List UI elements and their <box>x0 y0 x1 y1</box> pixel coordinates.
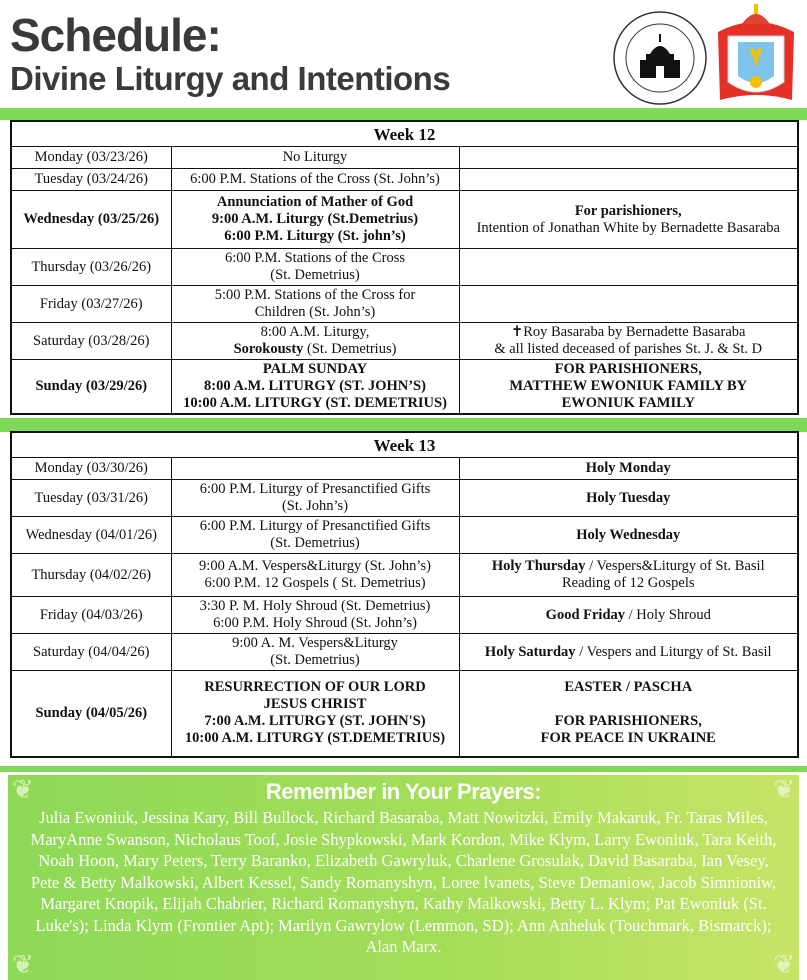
intention-text: & all listed deceased of parishes St. J. & St. D <box>494 341 763 357</box>
schedule-row <box>11 360 798 415</box>
day-line <box>14 460 169 477</box>
intention-text: Good Friday <box>545 606 626 623</box>
day-text: Sunday (04/05/26) <box>35 704 148 721</box>
intention-cell <box>459 323 798 360</box>
intention-text: EWONIUK FAMILY <box>561 395 695 411</box>
schedule-row <box>11 147 798 169</box>
day-cell <box>11 169 171 191</box>
day-line <box>14 490 169 507</box>
intention-text: / Holy Shroud <box>625 606 711 623</box>
page-subtitle: Divine Liturgy and Intentions <box>10 60 451 97</box>
day-line <box>14 567 169 584</box>
prayers-box <box>8 775 799 980</box>
day-text: Thursday (04/02/26) <box>31 566 152 583</box>
service-text: RESURRECTION OF OUR LORD <box>204 679 426 696</box>
intention-line <box>462 395 796 412</box>
service-cell <box>171 191 459 249</box>
service-cell <box>171 323 459 360</box>
service-text: No Liturgy <box>282 149 348 165</box>
day-text: Sunday (03/29/26) <box>35 378 148 394</box>
day-text: Monday (03/23/26) <box>34 149 148 165</box>
schedule-row <box>11 554 798 597</box>
week-divider <box>0 418 807 432</box>
intention-text: Holy Tuesday <box>586 489 671 506</box>
intention-cell <box>459 480 798 517</box>
service-cell <box>171 286 459 323</box>
intention-cell <box>459 554 798 597</box>
service-line <box>174 228 457 245</box>
intention-cell <box>459 634 798 671</box>
service-text: 6:00 P.M. 12 Gospels ( St. Demetrius) <box>204 575 426 591</box>
day-text: Wednesday (03/25/26) <box>23 211 160 227</box>
schedule-row <box>11 517 798 554</box>
day-text: Tuesday (03/24/26) <box>34 171 148 187</box>
service-text: 9:00 A. M. Vespers&Liturgy <box>232 635 398 651</box>
intention-line <box>462 696 796 713</box>
service-line <box>174 304 457 321</box>
intention-line <box>462 361 796 378</box>
intention-cell <box>459 169 798 191</box>
service-line <box>174 615 457 632</box>
service-text: (St. Demetrius) <box>270 652 360 668</box>
schedule-row <box>11 323 798 360</box>
day-cell <box>11 517 171 554</box>
intention-text: FOR PARISHIONERS, <box>554 713 702 730</box>
service-cell <box>171 169 459 191</box>
intention-cell <box>459 147 798 169</box>
day-cell <box>11 634 171 671</box>
intention-text: EASTER / PASCHA <box>564 679 693 696</box>
service-text: 9:00 A.M. Vespers&Liturgy (St. John’s) <box>199 558 431 574</box>
day-text: Thursday (03/26/26) <box>31 258 152 275</box>
schedule-row <box>11 634 798 671</box>
day-line <box>14 378 169 395</box>
intention-text: Reading of 12 Gospels <box>562 575 695 591</box>
service-text: Sorokousty <box>233 341 304 357</box>
service-line <box>174 498 457 515</box>
day-text: Tuesday (03/31/26) <box>34 489 148 506</box>
service-cell <box>171 480 459 517</box>
service-text: JESUS CHRIST <box>263 696 367 713</box>
day-cell <box>11 323 171 360</box>
intention-line <box>462 679 796 696</box>
service-text: (St. Demetrius) <box>303 341 397 357</box>
day-cell <box>11 458 171 480</box>
schedule-row <box>11 597 798 634</box>
day-text: Saturday (03/28/26) <box>33 332 150 349</box>
intention-cell <box>459 191 798 249</box>
intention-text: Holy Wednesday <box>576 526 681 543</box>
intention-line <box>462 460 796 477</box>
day-line <box>14 171 169 188</box>
service-text: 6:00 P.M. Holy Shroud (St. John’s) <box>213 615 417 631</box>
day-cell <box>11 360 171 415</box>
intention-line <box>462 341 796 358</box>
coat-of-arms-logo <box>712 2 800 106</box>
schedule-row <box>11 671 798 757</box>
intention-text: FOR PEACE IN UKRAINE <box>540 730 716 747</box>
intention-cell <box>459 597 798 634</box>
intention-line <box>462 575 796 592</box>
intention-line <box>462 644 796 661</box>
schedule-row <box>11 458 798 480</box>
service-line <box>174 194 457 211</box>
week-12-table <box>10 120 799 415</box>
service-cell <box>171 554 459 597</box>
service-text: 5:00 P.M. Stations of the Cross for <box>214 287 416 303</box>
schedule-row <box>11 249 798 286</box>
service-line <box>174 149 457 166</box>
footer-divider <box>0 766 807 772</box>
intention-line <box>462 730 796 747</box>
service-line <box>174 324 457 341</box>
service-text: (St. John’s) <box>281 498 349 514</box>
schedule-row <box>11 286 798 323</box>
schedule-row <box>11 191 798 249</box>
intention-line <box>462 607 796 624</box>
day-cell <box>11 597 171 634</box>
service-cell <box>171 147 459 169</box>
schedule-row <box>11 169 798 191</box>
intention-cell <box>459 458 798 480</box>
day-cell <box>11 191 171 249</box>
day-text: Monday (03/30/26) <box>34 460 148 476</box>
day-line <box>14 333 169 350</box>
service-line <box>174 635 457 652</box>
service-line <box>174 713 457 730</box>
day-cell <box>11 480 171 517</box>
service-text: Children (St. John’s) <box>254 304 376 320</box>
ornament-icon: ❦ <box>773 950 795 979</box>
intention-line <box>462 378 796 395</box>
service-text: 10:00 A.M. LITURGY (ST.DEMETRIUS) <box>184 730 446 747</box>
service-cell <box>171 671 459 757</box>
header-divider <box>0 108 807 120</box>
ornament-icon: ❦ <box>12 775 34 804</box>
service-text: (St. Demetrius) <box>270 267 360 283</box>
service-text: 6:00 P.M. Liturgy of Presanctified Gifts <box>199 481 431 497</box>
service-text: 6:00 P.M. Stations of the Cross <box>224 250 406 266</box>
service-line <box>174 652 457 669</box>
service-cell <box>171 360 459 415</box>
day-line <box>14 527 169 544</box>
service-line <box>174 696 457 713</box>
service-text: 8:00 A.M. LITURGY (ST. JOHN’S) <box>204 378 426 394</box>
service-line <box>174 250 457 267</box>
day-cell <box>11 147 171 169</box>
day-text: Friday (03/27/26) <box>39 295 143 312</box>
day-line <box>14 149 169 166</box>
day-line <box>14 607 169 624</box>
service-line <box>174 267 457 284</box>
ornament-icon: ❦ <box>12 950 34 979</box>
day-line <box>14 296 169 313</box>
intention-text: Intention of Jonathan White by Bernadette Basaraba <box>476 219 780 236</box>
day-cell <box>11 671 171 757</box>
service-line <box>174 730 457 747</box>
service-cell <box>171 597 459 634</box>
service-text: 9:00 A.M. Liturgy (St.Demetrius) <box>211 211 419 227</box>
intention-text: ✝Roy Basaraba by Bernadette Basaraba <box>511 324 746 340</box>
service-cell <box>171 458 459 480</box>
service-line <box>174 518 457 535</box>
intention-line <box>462 558 796 575</box>
service-text: (St. Demetrius) <box>270 535 360 551</box>
day-cell <box>11 249 171 286</box>
intention-line <box>462 527 796 544</box>
day-line <box>14 259 169 276</box>
service-line <box>174 535 457 552</box>
service-text: 8:00 A.M. Liturgy, <box>260 324 370 340</box>
service-text: 6:00 P.M. Liturgy (St. john’s) <box>224 228 406 244</box>
service-text: 10:00 A.M. LITURGY (ST. DEMETRIUS) <box>183 395 447 411</box>
prayers-title: Remember in Your Prayers: <box>265 779 542 804</box>
service-line <box>174 395 457 412</box>
service-line <box>174 598 457 615</box>
intention-line <box>462 203 796 220</box>
intention-cell <box>459 360 798 415</box>
day-line <box>14 644 169 661</box>
intention-text: Holy Thursday <box>491 558 586 574</box>
service-cell <box>171 517 459 554</box>
service-text: 6:00 P.M. Liturgy of Presanctified Gifts <box>199 518 431 534</box>
day-text: Wednesday (04/01/26) <box>25 526 157 543</box>
intention-cell <box>459 249 798 286</box>
intention-text: FOR PARISHIONERS, <box>554 361 702 377</box>
service-text: PALM SUNDAY <box>262 361 368 377</box>
day-cell <box>11 286 171 323</box>
service-line <box>174 481 457 498</box>
day-text: Saturday (04/04/26) <box>33 643 150 660</box>
intention-line <box>462 220 796 237</box>
schedule-row <box>11 480 798 517</box>
service-text: 7:00 A.M. LITURGY (ST. JOHN'S) <box>204 713 426 730</box>
service-line <box>174 211 457 228</box>
intention-line <box>462 713 796 730</box>
week-13-table <box>10 431 799 758</box>
week-title: Week 13 <box>11 432 798 458</box>
service-text: Annunciation of Mather of God <box>216 194 414 210</box>
service-cell <box>171 634 459 671</box>
service-line <box>174 287 457 304</box>
service-line <box>174 171 457 188</box>
service-line <box>174 575 457 592</box>
intention-text: Holy Monday <box>585 460 671 476</box>
church-seal-logo <box>612 10 708 106</box>
intention-text: Holy Saturday <box>484 643 576 660</box>
intention-cell <box>459 286 798 323</box>
service-text: 6:00 P.M. Stations of the Cross (St. John’s) <box>190 171 440 187</box>
prayers-names: Julia Ewoniuk, Jessina Kary, Bill Bullock, Richard Basaraba, Matt Nowitzki, Emily Makaruk, Fr. Taras Miles, MaryAnne Swanson, Nicholaus Toof, Josie Shypkowski, Mark Kordon, Mike Klym, Larry Ewoniuk, Tara Keith, Noah Hoon, Mary Peters, Terry Baranko, Elizabeth Gawryluk, Charlene Grosulak, David Basaraba, Ian Vesey, Pete & Betty Malkowski, Albert Kessel, Sandy Romanyshyn, Loree lvanets, Steve Demaniow, Jacob Simnioniw, Margaret Knopik, Elijah Chabrier, Richard Romanyshyn, Kathy Malkowski, Betty L. Klym; Pat Ewoniuk (St. Luke's); Linda Klym (Frontier Apt); Marilyn Gawrylow (Lemmon, SD); Ann Anheluk (Touchmark, Bismarck); Alan Marx. <box>30 808 777 956</box>
day-cell <box>11 554 171 597</box>
intention-line <box>462 490 796 507</box>
intention-text: For parishioners, <box>574 202 682 219</box>
service-cell <box>171 249 459 286</box>
page-title: Schedule: <box>10 9 221 61</box>
service-text: 3:30 P. M. Holy Shroud (St. Demetrius) <box>199 598 431 614</box>
intention-line <box>462 324 796 341</box>
intention-text: / Vespers and Liturgy of St. Basil <box>575 643 772 660</box>
service-line <box>174 378 457 395</box>
intention-cell <box>459 517 798 554</box>
week-title: Week 12 <box>11 121 798 147</box>
ornament-icon: ❦ <box>773 775 795 804</box>
service-line <box>174 679 457 696</box>
day-line <box>14 705 169 722</box>
service-line <box>174 361 457 378</box>
intention-text: MATTHEW EWONIUK FAMILY BY <box>509 378 748 394</box>
service-line <box>174 341 457 358</box>
service-line <box>174 558 457 575</box>
intention-cell <box>459 671 798 757</box>
day-line <box>14 211 169 228</box>
day-text: Friday (04/03/26) <box>39 606 143 623</box>
intention-text: / Vespers&Liturgy of St. Basil <box>585 558 765 574</box>
